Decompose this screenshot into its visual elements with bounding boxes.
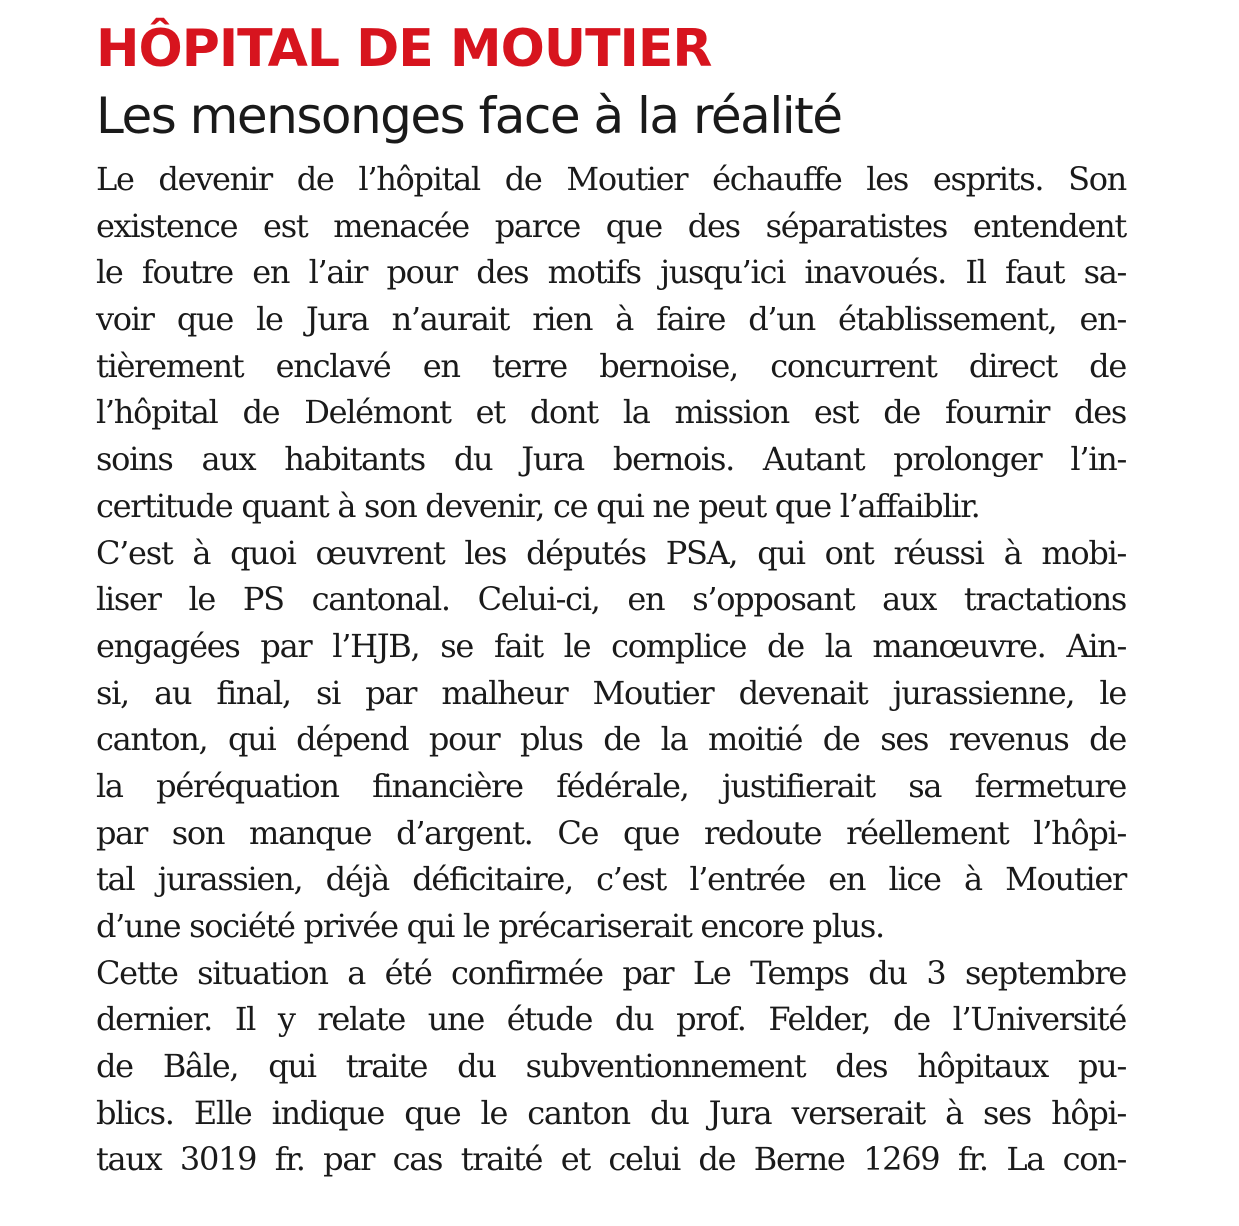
article-body xyxy=(96,156,1126,1183)
article xyxy=(96,20,1126,1183)
text-line: la péréquation financière fédérale, justifierait sa fermeture xyxy=(96,766,1126,805)
text-line: de Bâle, qui traite du subventionnement des hôpitaux pu- xyxy=(96,1047,1126,1086)
text-line: liser le PS cantonal. Celui-ci, en s’opposant aux tractations xyxy=(96,580,1126,619)
article-paragraph xyxy=(96,156,1126,530)
text-line: Le devenir de l’hôpital de Moutier échauffe les esprits. Son xyxy=(96,160,1126,198)
text-line: blics. Elle indique que le canton du Jura verserait à ses hôpi- xyxy=(96,1093,1126,1132)
text-line: canton, qui dépend pour plus de la moitié de ses revenus de xyxy=(96,720,1126,759)
text-line: voir que le Jura n’aurait rien à faire d’un établissement, en- xyxy=(96,300,1126,339)
text-line: certitude quant à son devenir, ce qui ne peut que l’affaiblir. xyxy=(96,486,980,525)
article-paragraph xyxy=(96,950,1126,1183)
text-line: le foutre en l’air pour des motifs jusqu’ici inavoués. Il faut sa- xyxy=(96,253,1126,292)
article-paragraph xyxy=(96,530,1126,950)
text-line: engagées par l’HJB, se fait le complice de la manœuvre. Ain- xyxy=(96,626,1126,665)
article-headline: Les mensonges face à la réalité xyxy=(96,87,842,145)
article-kicker: HÔPITAL DE MOUTIER xyxy=(96,19,712,79)
text-line: existence est menacée parce que des séparatistes entendent xyxy=(96,206,1126,245)
text-line: tal jurassien, déjà déficitaire, c’est l’entrée en lice à Moutier xyxy=(96,860,1126,899)
text-line: taux 3019 fr. par cas traité et celui de Berne 1269 fr. La con- xyxy=(96,1140,1126,1179)
text-line: par son manque d’argent. Ce que redoute réellement l’hôpi- xyxy=(96,813,1126,852)
text-line: Cette situation a été confirmée par Le Temps du 3 septembre xyxy=(96,953,1126,992)
text-line: tièrement enclavé en terre bernoise, concurrent direct de xyxy=(96,346,1126,385)
text-line: d’une société privée qui le précariserait encore plus. xyxy=(96,907,884,945)
text-line: soins aux habitants du Jura bernois. Autant prolonger l’in- xyxy=(96,440,1126,479)
text-line: si, au final, si par malheur Moutier devenait jurassienne, le xyxy=(96,673,1126,712)
text-line: dernier. Il y relate une étude du prof. Felder, de l’Université xyxy=(96,1000,1126,1039)
text-line: C’est à quoi œuvrent les députés PSA, qui ont réussi à mobi- xyxy=(96,533,1126,572)
text-line: l’hôpital de Delémont et dont la mission est de fournir des xyxy=(96,393,1126,432)
